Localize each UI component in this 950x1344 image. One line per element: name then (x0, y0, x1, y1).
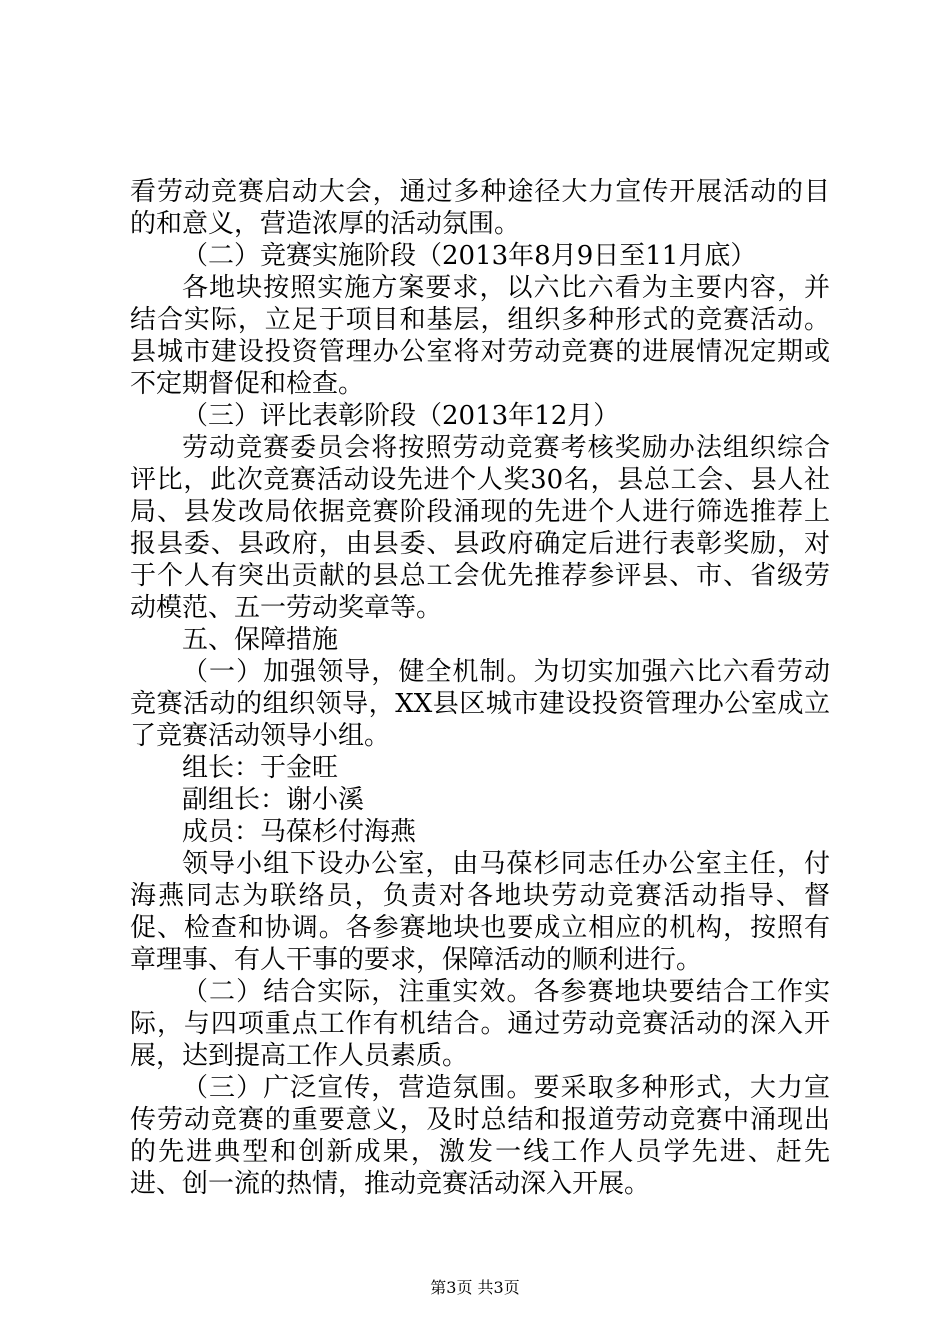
paragraph-measure-two: （二）结合实际，注重实效。各参赛地块要结合工作实际，与四项重点工作有机结合。通过劳动竞赛活动的深入开展，达到提高工作人员素质。 (130, 977, 830, 1071)
paragraph-stage-three-body: 劳动竞赛委员会将按照劳动竞赛考核奖励办法组织综合评比，此次竞赛活动设先进个人奖30名，县总工会、县人社局、县发改局依据竞赛阶段涌现的先进个人进行筛选推荐上报县委、县政府，由县委、县政府确定后进行表彰奖励，对于个人有突出贡献的县总工会优先推荐参评县、市、省级劳动模范、五一劳动奖章等。 (130, 433, 830, 623)
paragraph-continuation: 看劳动竞赛启动大会，通过多种途径大力宣传开展活动的目的和意义，营造浓厚的活动氛围。 (130, 177, 830, 239)
paragraph-measure-one: （一）加强领导，健全机制。为切实加强六比六看劳动竞赛活动的组织领导，XX县区城市建设投资管理办公室成立了竞赛活动领导小组。 (130, 657, 830, 751)
paragraph-team-leader: 组长：于金旺 (182, 753, 339, 783)
document-body (130, 176, 830, 1200)
paragraph-members: 成员：马葆杉付海燕 (182, 817, 417, 847)
section-heading-safeguards: 五、保障措施 (182, 625, 339, 655)
page-number-footer: 第3页 共3页 (430, 1278, 520, 1297)
paragraph-deputy-leader: 副组长：谢小溪 (182, 785, 365, 815)
paragraph-office-setup: 领导小组下设办公室，由马葆杉同志任办公室主任，付海燕同志为联络员，负责对各地块劳动竞赛活动指导、督促、检查和协调。各参赛地块也要成立相应的机构，按照有章理事、有人干事的要求，保障活动的顺利进行。 (130, 849, 830, 975)
paragraph-stage-three-heading: （三）评比表彰阶段（2013年12月） (182, 401, 620, 431)
paragraph-stage-two-heading: （二）竞赛实施阶段（2013年8月9日至11月底） (182, 241, 757, 271)
paragraph-measure-three: （三）广泛宣传，营造氛围。要采取多种形式，大力宣传劳动竞赛的重要意义，及时总结和报道劳动竞赛中涌现出的先进典型和创新成果，激发一线工作人员学先进、赶先进、创一流的热情，推动竞赛活动深入开展。 (130, 1073, 830, 1199)
paragraph-stage-two-body: 各地块按照实施方案要求，以六比六看为主要内容，并结合实际，立足于项目和基层，组织多种形式的竞赛活动。县城市建设投资管理办公室将对劳动竞赛的进展情况定期或不定期督促和检查。 (130, 273, 830, 399)
